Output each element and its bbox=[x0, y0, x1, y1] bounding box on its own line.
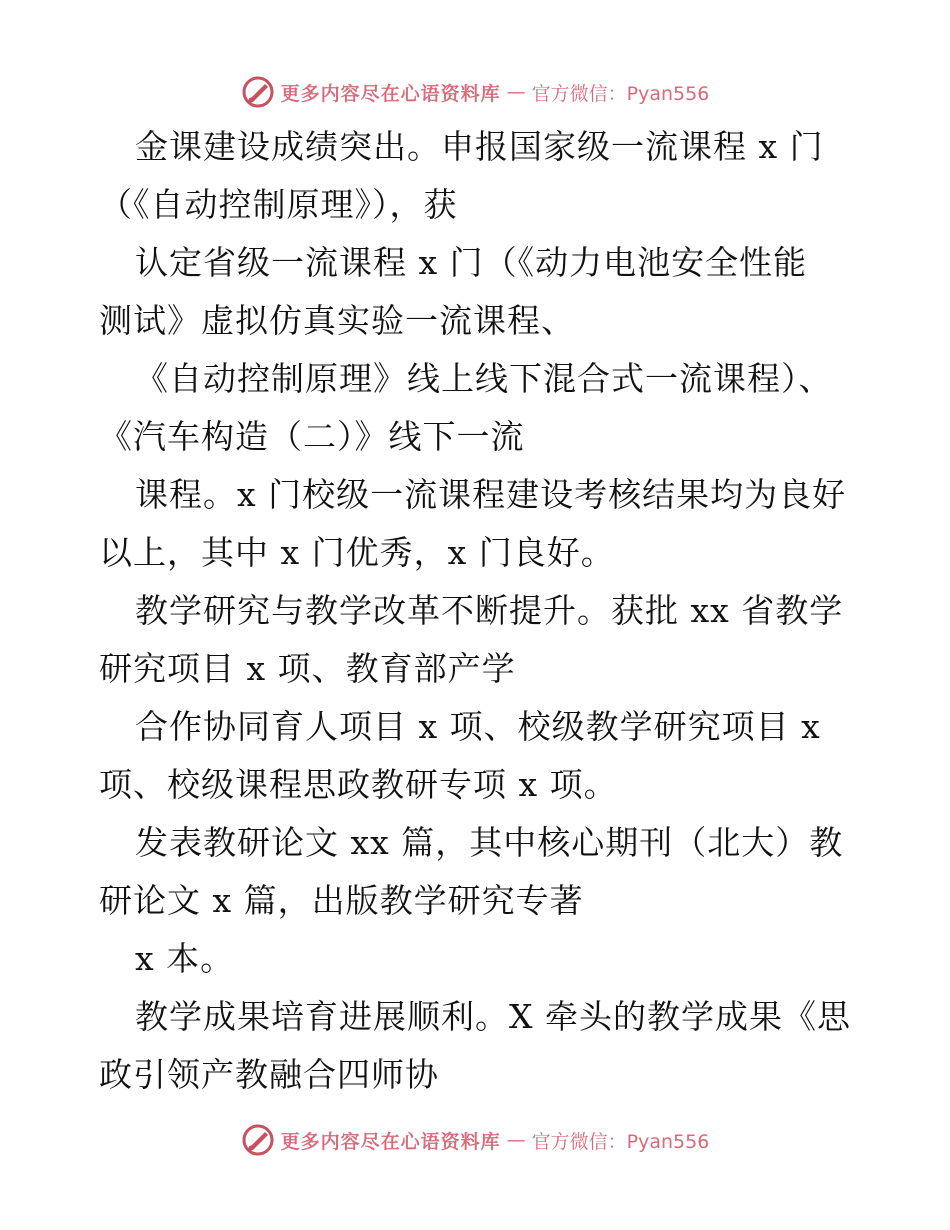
watermark-separator: — bbox=[506, 81, 526, 103]
text-line: 发表教研论文 xx 篇，其中核心期刊（北大）教 bbox=[135, 823, 844, 862]
header-watermark bbox=[0, 72, 950, 112]
text-line: 研究项目 x 项、教育部产学 bbox=[99, 649, 516, 688]
text-line: 以上，其中 x 门优秀，x 门良好。 bbox=[99, 533, 615, 572]
text-line: 教学成果培育进展顺利。X 牵头的教学成果《思 bbox=[135, 997, 851, 1036]
text-line: 政引领产教融合四师协 bbox=[99, 1055, 439, 1094]
text-line: x 本。 bbox=[135, 939, 235, 978]
text-line: 认定省级一流课程 x 门（《动力电池安全性能 bbox=[135, 243, 808, 282]
text-line: 金课建设成绩突出。申报国家级一流课程 x 门 bbox=[135, 127, 824, 166]
watermark-wechat: 官方微信：Pyan556 bbox=[531, 82, 710, 105]
footer-watermark bbox=[0, 1120, 950, 1160]
watermark-separator: — bbox=[506, 1129, 526, 1151]
document-body bbox=[99, 118, 859, 1104]
text-line: 测试》虚拟仿真实验一流课程、 bbox=[99, 301, 575, 340]
text-line: （《自动控制原理》），获 bbox=[99, 185, 458, 224]
watermark-wechat: 官方微信：Pyan556 bbox=[531, 1130, 710, 1153]
logo-icon bbox=[241, 1123, 275, 1157]
text-line: 项、校级课程思政教研专项 x 项。 bbox=[99, 765, 618, 804]
text-line: 课程。x 门校级一流课程建设考核结果均为良好 bbox=[135, 475, 847, 514]
text-line: 合作协同育人项目 x 项、校级教学研究项目 x bbox=[135, 707, 821, 746]
watermark-text: 更多内容尽在心语资料库 bbox=[280, 1130, 501, 1153]
logo-icon bbox=[241, 75, 275, 109]
text-line: 《汽车构造（二）》线下一流 bbox=[99, 417, 525, 456]
text-line: 研论文 x 篇，出版教学研究专著 bbox=[99, 881, 584, 920]
text-line: 教学研究与教学改革不断提升。获批 xx 省教学 bbox=[135, 591, 844, 630]
watermark-text: 更多内容尽在心语资料库 bbox=[280, 82, 501, 105]
text-line: 《自动控制原理》线上线下混合式一流课程）、 bbox=[135, 359, 833, 398]
